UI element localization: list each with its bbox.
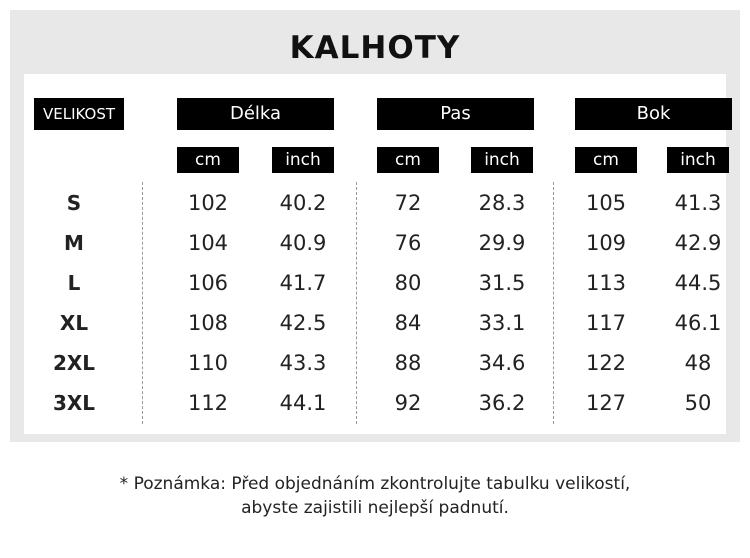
measurement-cell: 88 — [394, 351, 422, 375]
measurement-cell: 80 — [394, 271, 422, 295]
unit-header: inch — [272, 147, 334, 173]
measurement-cell: 105 — [585, 191, 627, 215]
measurement-cell: 31.5 — [478, 271, 526, 295]
measurement-cell: 102 — [187, 191, 229, 215]
measurement-cell: 36.2 — [478, 391, 526, 415]
size-column-header: VELIKOST — [34, 98, 124, 130]
size-label: L — [67, 271, 81, 295]
measurement-cell: 113 — [585, 271, 627, 295]
size-label: XL — [59, 311, 89, 335]
measurement-cell: 110 — [187, 351, 229, 375]
measurement-cell: 92 — [394, 391, 422, 415]
measurement-cell: 41.3 — [674, 191, 722, 215]
measurement-cell: 44.1 — [279, 391, 327, 415]
unit-header: cm — [575, 147, 637, 173]
measurement-cell: 127 — [585, 391, 627, 415]
measurement-cell: 42.5 — [279, 311, 327, 335]
group-header-length: Délka — [177, 98, 334, 130]
measurement-cell: 29.9 — [478, 231, 526, 255]
measurement-cell: 117 — [585, 311, 627, 335]
measurement-cell: 48 — [684, 351, 712, 375]
measurement-cell: 28.3 — [478, 191, 526, 215]
size-label: S — [66, 191, 82, 215]
unit-header: inch — [471, 147, 533, 173]
group-header-hip: Bok — [575, 98, 732, 130]
chart-title: KALHOTY — [289, 30, 461, 66]
measurement-cell: 112 — [187, 391, 229, 415]
unit-header: cm — [177, 147, 239, 173]
column-divider — [553, 182, 554, 424]
measurement-cell: 76 — [394, 231, 422, 255]
measurement-cell: 41.7 — [279, 271, 327, 295]
unit-header: cm — [377, 147, 439, 173]
group-header-waist: Pas — [377, 98, 534, 130]
measurement-cell: 46.1 — [674, 311, 722, 335]
column-divider — [142, 182, 143, 424]
column-divider — [356, 182, 357, 424]
size-chart-panel — [10, 10, 740, 442]
size-label: 2XL — [52, 351, 96, 375]
measurement-cell: 43.3 — [279, 351, 327, 375]
size-label: 3XL — [52, 391, 96, 415]
size-table — [24, 74, 726, 434]
measurement-cell: 104 — [187, 231, 229, 255]
measurement-cell: 50 — [684, 391, 712, 415]
note-line-2: abyste zajistili nejlepší padnutí. — [241, 498, 509, 518]
measurement-cell: 122 — [585, 351, 627, 375]
measurement-cell: 84 — [394, 311, 422, 335]
measurement-cell: 106 — [187, 271, 229, 295]
size-label: M — [64, 231, 84, 255]
measurement-cell: 34.6 — [478, 351, 526, 375]
measurement-cell: 44.5 — [674, 271, 722, 295]
measurement-cell: 42.9 — [674, 231, 722, 255]
measurement-cell: 109 — [585, 231, 627, 255]
unit-header: inch — [667, 147, 729, 173]
measurement-cell: 40.9 — [279, 231, 327, 255]
measurement-cell: 40.2 — [279, 191, 327, 215]
measurement-cell: 72 — [394, 191, 422, 215]
note-line-1: * Poznámka: Před objednáním zkontrolujte tabulku velikostí, — [119, 474, 631, 494]
measurement-cell: 33.1 — [478, 311, 526, 335]
measurement-cell: 108 — [187, 311, 229, 335]
